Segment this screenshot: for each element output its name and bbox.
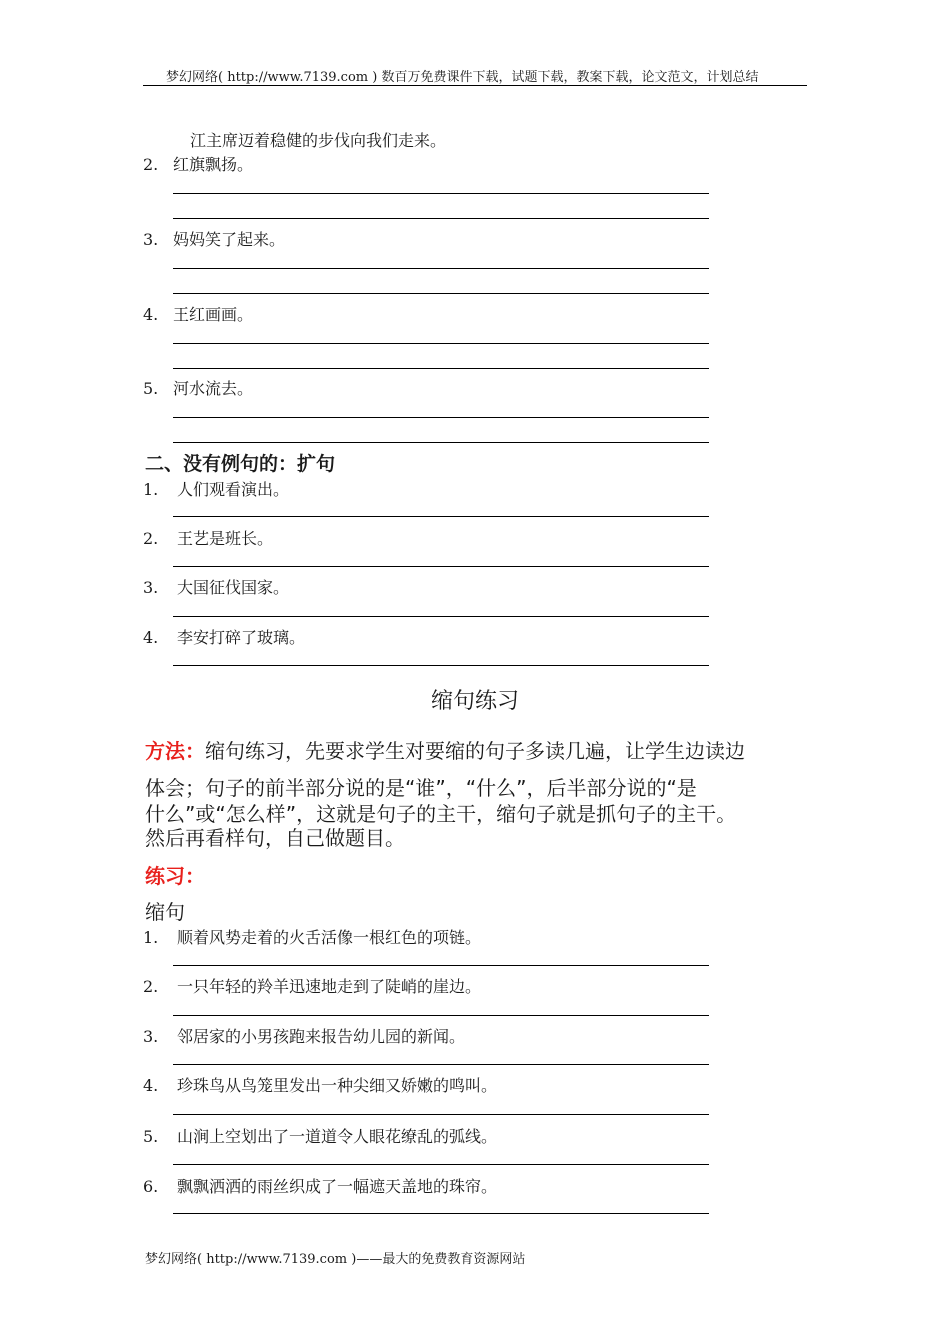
exercise-item: 2. 红旗飘扬。: [143, 155, 254, 174]
page-header: 梦幻网络( http://www.7139.com ) 数百万免费课件下载，试题下载，教案下载，论文范文，计划总结: [166, 70, 759, 85]
exercise-text: 珍珠鸟从鸟笼里发出一种尖细又娇嫩的鸣叫。: [177, 1076, 498, 1095]
answer-line[interactable]: [173, 218, 709, 219]
method-paragraph-line: 方法：缩句练习，先要求学生对要缩的句子多读几遍，让学生边读边: [145, 739, 745, 763]
answer-line[interactable]: [173, 1164, 709, 1165]
answer-line[interactable]: [173, 665, 709, 666]
exercise-text: 红旗飘扬。: [173, 155, 254, 174]
section-title: 缩句练习: [430, 689, 519, 714]
exercise-text: 李安打碎了玻璃。: [177, 628, 306, 647]
answer-line[interactable]: [173, 193, 709, 194]
exercise-text: 一只年轻的羚羊迅速地走到了陡峭的崖边。: [177, 977, 482, 996]
answer-line[interactable]: [173, 343, 709, 344]
method-paragraph-line: 什么”或“怎么样”，这就是句子的主干，缩句子就是抓句子的主干。: [145, 802, 737, 826]
exercise-item: 4. 珍珠鸟从鸟笼里发出一种尖细又娇嫩的鸣叫。: [143, 1076, 498, 1095]
exercise-item: 1. 顺着风势走着的火舌活像一根红色的项链。: [143, 928, 482, 947]
exercise-item: 5. 山涧上空划出了一道道令人眼花缭乱的弧线。: [143, 1127, 498, 1146]
practice-label: 练习：: [145, 864, 205, 888]
answer-line[interactable]: [173, 1213, 709, 1214]
exercise-text: 人们观看演出。: [177, 480, 290, 499]
exercise-text: 河水流去。: [173, 379, 254, 398]
method-paragraph-line: 然后再看样句，自己做题目。: [145, 826, 405, 850]
exercise-item: 1. 人们观看演出。: [143, 480, 290, 499]
header-rule: [143, 85, 807, 86]
exercise-item: 3. 大国征伐国家。: [143, 578, 290, 597]
exercise-text: 大国征伐国家。: [177, 578, 290, 597]
exercise-text: 邻居家的小男孩跑来报告幼儿园的新闻。: [177, 1027, 466, 1046]
answer-line[interactable]: [173, 516, 709, 517]
exercise-item: 2. 一只年轻的羚羊迅速地走到了陡峭的崖边。: [143, 977, 482, 996]
method-paragraph-line: 体会；句子的前半部分说的是“谁”，“什么”，后半部分说的“是: [145, 776, 697, 800]
section-heading: 二、没有例句的：扩句: [145, 453, 336, 475]
exercise-text: 顺着风势走着的火舌活像一根红色的项链。: [177, 928, 482, 947]
answer-line[interactable]: [173, 616, 709, 617]
answer-line[interactable]: [173, 368, 709, 369]
answer-line[interactable]: [173, 965, 709, 966]
page-footer: 梦幻网络( http://www.7139.com )——最大的免费教育资源网站: [145, 1252, 526, 1267]
answer-line[interactable]: [173, 1015, 709, 1016]
exercise-text: 飘飘洒洒的雨丝织成了一幅遮天盖地的珠帘。: [177, 1177, 498, 1196]
answer-line[interactable]: [173, 442, 709, 443]
exercise-item: 2. 王艺是班长。: [143, 529, 274, 548]
exercise-text: 王艺是班长。: [177, 529, 274, 548]
answer-line[interactable]: [173, 417, 709, 418]
exercise-item: 6. 飘飘洒洒的雨丝织成了一幅遮天盖地的珠帘。: [143, 1177, 498, 1196]
exercise-text: 妈妈笑了起来。: [173, 230, 286, 249]
exercise-item: 3. 邻居家的小男孩跑来报告幼儿园的新闻。: [143, 1027, 466, 1046]
method-label: 方法：: [145, 739, 205, 763]
answer-line[interactable]: [173, 268, 709, 269]
exercise-item: 4. 李安打碎了玻璃。: [143, 628, 306, 647]
exercise-item: 4. 王红画画。: [143, 305, 254, 324]
exercise-text: 王红画画。: [173, 305, 254, 324]
answer-line[interactable]: [173, 293, 709, 294]
exercise-text: 山涧上空划出了一道道令人眼花缭乱的弧线。: [177, 1127, 498, 1146]
sub-label: 缩句: [145, 900, 185, 924]
exercise-item: 3. 妈妈笑了起来。: [143, 230, 286, 249]
carryover-sentence: 江主席迈着稳健的步伐向我们走来。: [190, 131, 447, 150]
answer-line[interactable]: [173, 566, 709, 567]
answer-line[interactable]: [173, 1064, 709, 1065]
exercise-item: 5. 河水流去。: [143, 379, 254, 398]
answer-line[interactable]: [173, 1114, 709, 1115]
